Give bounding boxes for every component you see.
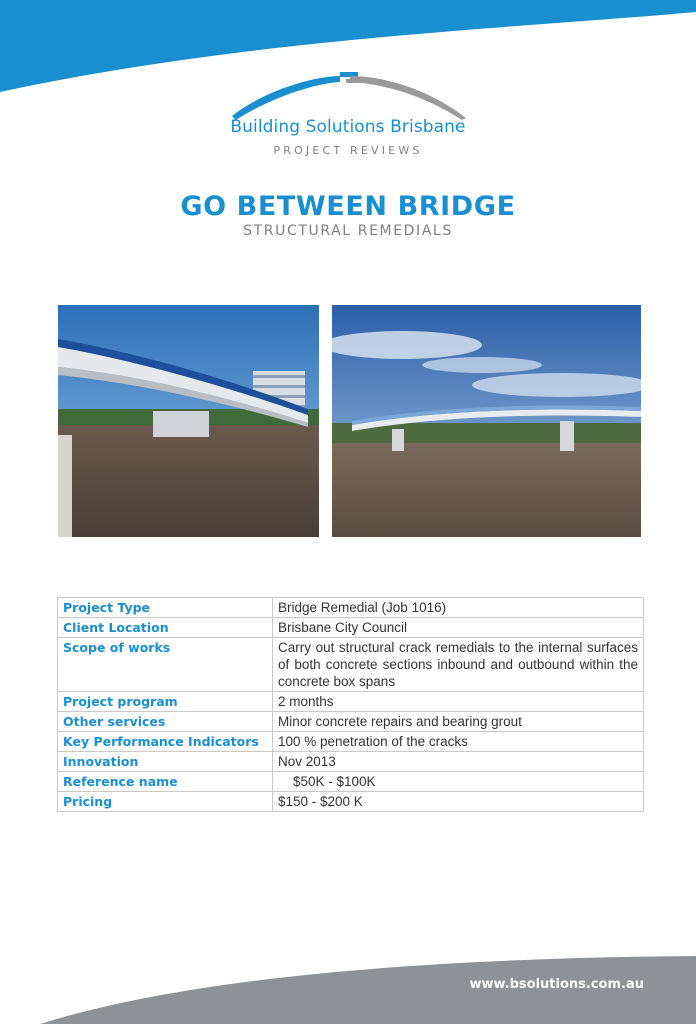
bridge-photo-right	[332, 305, 641, 537]
row-label: Reference name	[58, 772, 273, 792]
brand-name: Building Solutions Brisbane	[230, 117, 466, 137]
project-details-table	[57, 597, 644, 812]
table-row	[58, 752, 644, 772]
row-value: Bridge Remedial (Job 1016)	[273, 598, 644, 618]
table-row	[58, 792, 644, 812]
row-label: Pricing	[58, 792, 273, 812]
row-value: $50K - $100K	[273, 772, 644, 792]
table-row	[58, 638, 644, 692]
brand-tagline: PROJECT REVIEWS	[273, 144, 423, 157]
page-title: GO BETWEEN BRIDGE	[180, 191, 516, 222]
page-subtitle: STRUCTURAL REMEDIALS	[243, 223, 453, 239]
brand-logo	[0, 66, 696, 166]
table-row	[58, 598, 644, 618]
row-value: Minor concrete repairs and bearing grout	[273, 712, 644, 732]
bridge-photo-left	[58, 305, 319, 537]
row-label: Scope of works	[58, 638, 273, 692]
row-label: Project Type	[58, 598, 273, 618]
row-label: Innovation	[58, 752, 273, 772]
row-value: Nov 2013	[273, 752, 644, 772]
table-row	[58, 692, 644, 712]
table-row	[58, 712, 644, 732]
table-row	[58, 618, 644, 638]
row-value: 100 % penetration of the cracks	[273, 732, 644, 752]
row-label: Client Location	[58, 618, 273, 638]
row-label: Other services	[58, 712, 273, 732]
table-row	[58, 772, 644, 792]
bridge-arc-logo-icon	[228, 66, 470, 122]
row-value: 2 months	[273, 692, 644, 712]
row-label: Project program	[58, 692, 273, 712]
footer-website-link[interactable]: www.bsolutions.com.au	[469, 977, 644, 992]
footer-band	[0, 914, 696, 1024]
row-value: Brisbane City Council	[273, 618, 644, 638]
row-label: Key Performance Indicators	[58, 732, 273, 752]
table-row	[58, 732, 644, 752]
row-value: Carry out structural crack remedials to the internal surfaces of both concrete sections inbound and outbound within the concrete box spans	[273, 638, 644, 692]
row-value: $150 - $200 K	[273, 792, 644, 812]
